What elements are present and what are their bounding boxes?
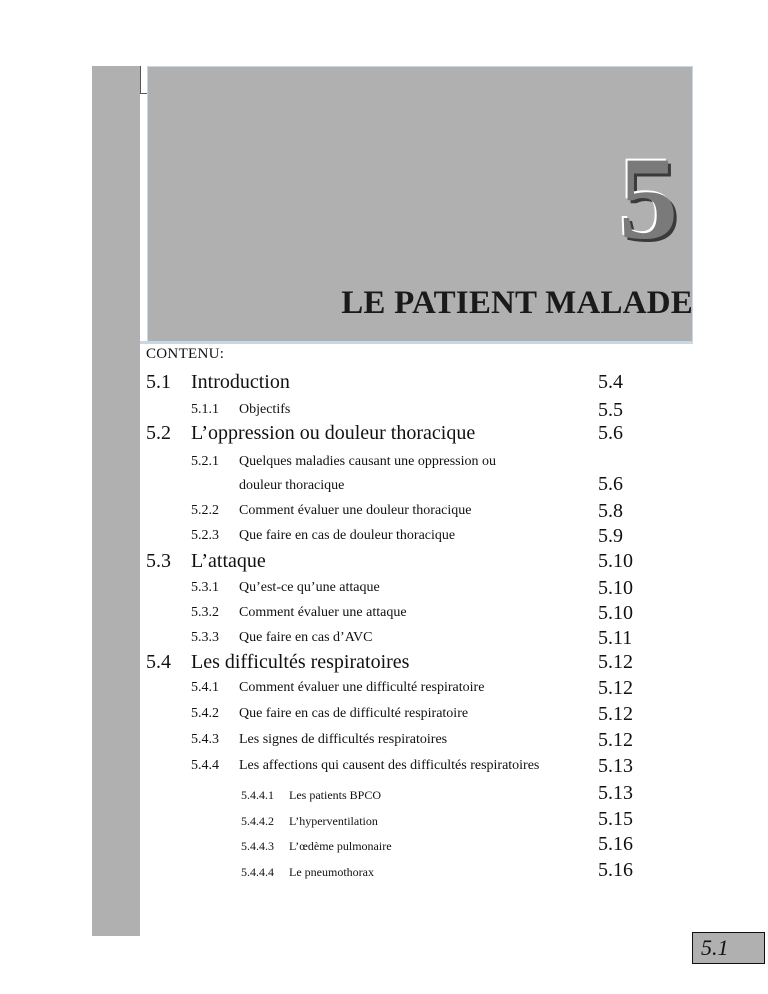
- toc-entry-label: Que faire en cas de douleur thoracique: [239, 528, 456, 543]
- toc-entry-page: 5.10: [598, 577, 633, 599]
- toc-entry-number: 5.4.4.4: [241, 865, 274, 879]
- toc-entry-page: 5.13: [598, 782, 633, 804]
- chapter-number: 5: [619, 133, 678, 264]
- toc-entry-page: 5.12: [598, 677, 633, 699]
- toc-entry-number: 5.2.2: [191, 503, 219, 518]
- toc-entry-page: 5.16: [598, 859, 633, 881]
- toc-entry-page: 5.6: [598, 422, 623, 444]
- toc-entry-page: 5.11: [598, 627, 633, 649]
- toc-entry-number: 5.3.1: [191, 580, 219, 595]
- toc-entry-page: 5.8: [598, 500, 623, 522]
- toc-entry-page: 5.10: [598, 550, 633, 572]
- toc-entry-page: 5.12: [598, 651, 633, 673]
- toc-entry-page: 5.6: [598, 473, 623, 495]
- toc-entry-number: 5.4.2: [191, 706, 219, 721]
- toc-entry-label: Les patients BPCO: [289, 788, 381, 802]
- toc-entry-number: 5.1: [146, 371, 171, 393]
- toc-entry-number: 5.4.1: [191, 680, 219, 695]
- toc-entry-label: L’oppression ou douleur thoracique: [191, 422, 476, 444]
- toc-entry-number: 5.2.3: [191, 528, 219, 543]
- toc-entry-number: 5.3.2: [191, 605, 219, 620]
- toc-entry-number: 5.4: [146, 651, 171, 673]
- toc-entry-page: 5.12: [598, 729, 633, 751]
- toc-entry-label: Qu’est-ce qu’une attaque: [239, 580, 380, 595]
- chapter-title: LE PATIENT MALADE: [341, 285, 693, 321]
- toc-entry-page: 5.16: [598, 833, 633, 855]
- toc-entry-label: Que faire en cas de difficulté respiratoire: [239, 706, 469, 721]
- left-margin-strip: [92, 66, 140, 936]
- toc-entry-page: 5.13: [598, 755, 633, 777]
- header-corner-line: [140, 66, 141, 94]
- toc-entry-label: L’œdème pulmonaire: [289, 839, 392, 853]
- toc-entry-page: 5.5: [598, 399, 623, 421]
- toc-entry-number: 5.4.4.1: [241, 788, 274, 802]
- toc-entry-number: 5.2.1: [191, 454, 219, 469]
- toc-entry-label: Le pneumothorax: [289, 865, 374, 879]
- toc-entry-label: Les affections qui causent des difficultés respiratoires: [239, 758, 540, 773]
- toc-entry-page: 5.15: [598, 808, 633, 830]
- toc-entry-label: Comment évaluer une difficulté respiratoire: [239, 680, 485, 695]
- toc-entry-label: L’attaque: [191, 550, 266, 572]
- header-bottom-rule: [140, 341, 693, 344]
- toc-entry-number: 5.4.4.2: [241, 814, 274, 828]
- toc-entry-label: Les difficultés respiratoires: [191, 651, 410, 673]
- toc-entry-label: Que faire en cas d’AVC: [239, 630, 373, 645]
- toc-entry-label: Objectifs: [239, 402, 291, 417]
- page-number-badge: 5.1: [692, 932, 765, 964]
- toc-entry-label: Introduction: [191, 371, 290, 393]
- toc-entry-page: 5.4: [598, 371, 623, 393]
- toc-entry-label: Comment évaluer une attaque: [239, 605, 407, 620]
- toc-entry-number: 5.3: [146, 550, 171, 572]
- toc-entry-number: 5.4.4.3: [241, 839, 274, 853]
- toc-entry-page: 5.12: [598, 703, 633, 725]
- toc-entry-label: Quelques maladies causant une oppression ou: [239, 454, 496, 469]
- toc-entry-label: Les signes de difficultés respiratoires: [239, 732, 448, 747]
- toc-entry-number: 5.2: [146, 422, 171, 444]
- toc-entry-number: 5.1.1: [191, 402, 219, 417]
- toc-entry-label: Comment évaluer une douleur thoracique: [239, 503, 472, 518]
- toc-entry-label-continued: douleur thoracique: [239, 478, 345, 493]
- toc-entry-number: 5.4.4: [191, 758, 219, 773]
- toc-entry-page: 5.9: [598, 525, 623, 547]
- toc-heading: CONTENU:: [146, 346, 225, 362]
- toc-entry-number: 5.4.3: [191, 732, 219, 747]
- toc-entry-page: 5.10: [598, 602, 633, 624]
- toc-entry-number: 5.3.3: [191, 630, 219, 645]
- toc-entry-label: L’hyperventilation: [289, 814, 378, 828]
